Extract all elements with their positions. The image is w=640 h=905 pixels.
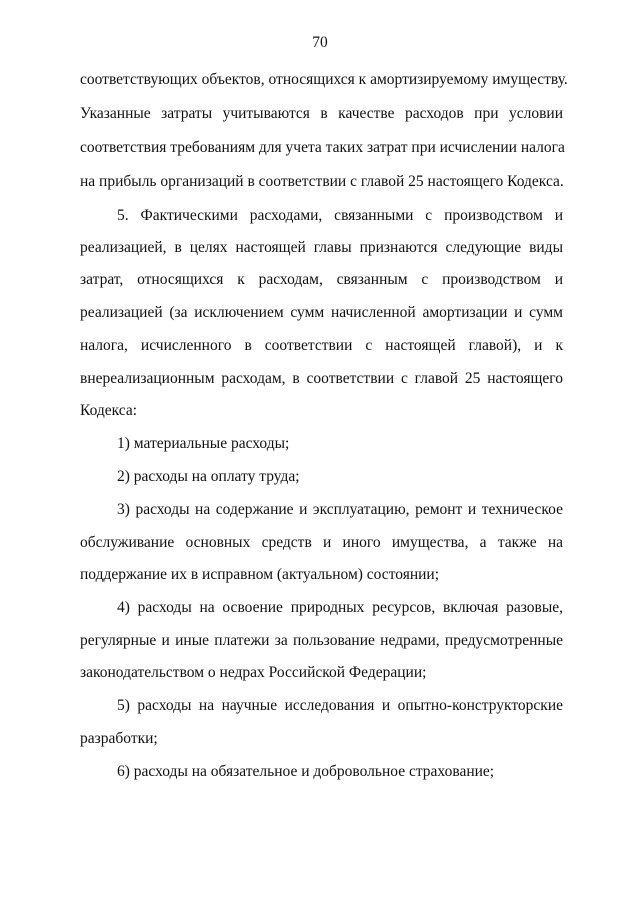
text-line: налога, исчисленного в соответствии с настоящей главой), и к <box>80 337 563 354</box>
text-line: соответствия требованиям для учета таких затрат при исчислении налога <box>80 139 565 156</box>
list-item: 2) расходы на оплату труда; <box>117 468 300 485</box>
list-item: 6) расходы на обязательное и добровольное страхование; <box>117 763 495 780</box>
list-item: 5) расходы на научные исследования и опытно-конструкторские <box>117 697 563 714</box>
text-line: законодательством о недрах Российской Федерации; <box>80 664 427 681</box>
text-line: разработки; <box>80 730 158 747</box>
paragraph-first-line: 5. Фактическими расходами, связанными с производством и <box>117 207 563 224</box>
text-line: соответствующих объектов, относящихся к амортизируемому имуществу. <box>80 71 568 88</box>
text-line: затрат, относящихся к расходам, связанным с производством и <box>80 271 563 288</box>
list-item: 1) материальные расходы; <box>117 435 290 452</box>
list-item: 3) расходы на содержание и эксплуатацию, ремонт и техническое <box>117 501 563 518</box>
text-line: реализацией (за исключением сумм начисленной амортизации и сумм <box>80 304 563 321</box>
text-line: обслуживание основных средств и иного имущества, а также на <box>80 534 563 551</box>
text-line: на прибыль организаций в соответствии с главой 25 настоящего Кодекса. <box>80 173 564 190</box>
text-line: Указанные затраты учитываются в качестве расходов при условии <box>80 105 563 122</box>
text-line: поддержание их в исправном (актуальном) состоянии; <box>80 566 440 583</box>
text-line: реализацией, в целях настоящей главы признаются следующие виды <box>80 239 563 256</box>
text-line: внереализационным расходам, в соответствии с главой 25 настоящего <box>80 370 563 387</box>
list-item: 4) расходы на освоение природных ресурсов, включая разовые, <box>117 599 563 616</box>
text-line: Кодекса: <box>80 402 138 419</box>
text-line: регулярные и иные платежи за пользование недрами, предусмотренные <box>80 632 563 649</box>
page-number: 70 <box>312 34 328 51</box>
